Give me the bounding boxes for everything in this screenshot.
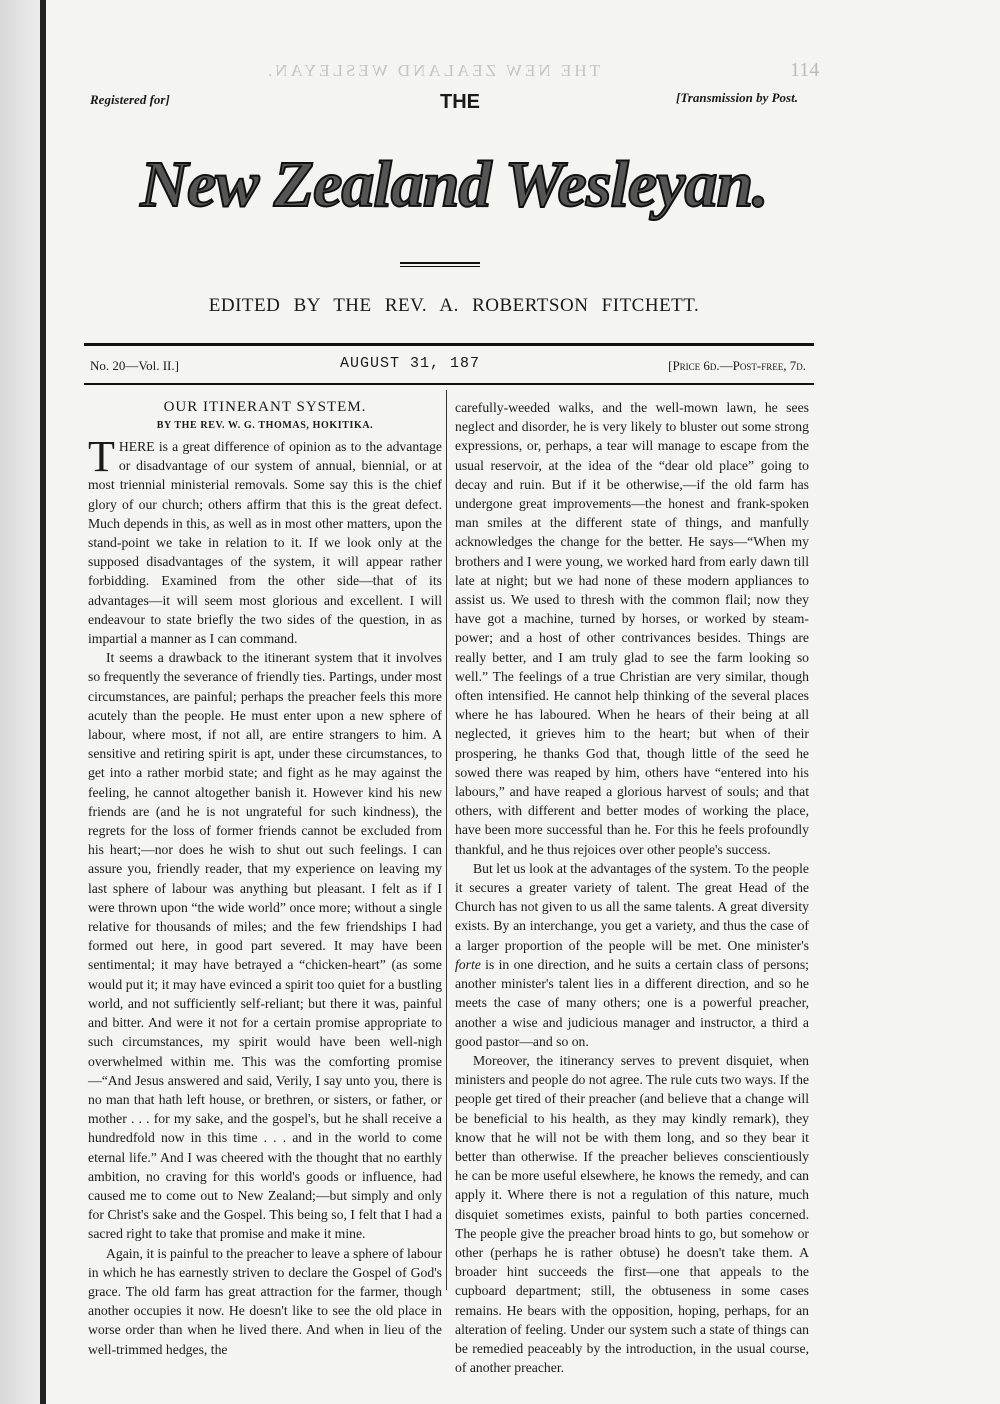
page-binding [0,0,40,1404]
paragraph-text: HERE is a great difference of opinion as to the advantage or disadvantage of our system of annual, biennial, or at most triennial ministerial removals. Some say this is the chief glory of our church; others affirm that this is the great defect. Much depends in this, as well as in most other matters, upon the stand-point we take in relation to it. If we look only at the supposed disadvantages of the system, it will appear rather forbidding. Examined from the other side—that of its advantages—it will seem most glorious and excellent. I will endeavour to state briefly the two sides of the question, in as impartial a manner as I can command. [88,439,442,647]
paragraph [88,432,442,648]
transmission-note: [Transmission by Post. [676,90,798,105]
issue-price: [Price 6d.—Post-free, 7d. [668,358,806,373]
paragraph-text: is in one direction, and he suits a certain class of persons; another minister's talent lies in a different direction, and so he meets the case of many others; one is a powerful preacher, another a wise and judicious manager and instructor, a third a good pastor—and so on. [455,956,809,1049]
article-byline: BY THE REV. W. G. THOMAS, HOKITIKA. [156,420,374,431]
italic-term: forte [455,956,481,972]
column-left [88,398,442,1359]
masthead-title: New Zealand Wesleyan. [140,148,768,221]
issue-info-bar [90,357,806,377]
article-title: OUR ITINERANT SYSTEM. [163,399,367,415]
drop-cap: T [88,432,115,481]
paragraph: Again, it is painful to the preacher to leave a sphere of labour in which he has earnestly striven to declare the Gospel of God's grace. The old farm has great attraction for the farmer, though another occupies it now. He doesn't like to see the old place in worse order than when he lived there. And when in lieu of the well-trimmed hedges, the [88,1245,442,1357]
paragraph: It seems a drawback to the itinerant system that it involves so frequently the severance of friendly ties. Partings, under most circumstances, are painful; perhaps the preacher feels this more acutely than the people. He must enter upon a new sphere of labour, where most, if not all, are entire strangers to him. A sensitive and retiring spirit is apt, under these circumstances, to get into a rather morbid state; and fight as he may against the feeling, he cannot altogether banish it. However kind his new friends are (and he is not ungrateful for such kindness), the regrets for the loss of former friends cannot be excluded from his heart;—nor does he wish to shut out such feelings. I can assure you, friendly reader, that my experience on leaving my last sphere of labour was anything but pleasant. I felt as if I were thrown upon “the wide world” once more; without a single relative for thousands of miles; and the few friendships I had formed out here, in good part severed. It may have been sentimental; it may have betrayed a “chicken-heart” (as some would put it; it may have evinced a spirit too quiet for a bustling world, and not sufficiently self-reliant; but there it was, painful and bitter. And were it not for a certain promise appropriate to such circumstances, my spirit would have been well-nigh overwhelmed within me. This was the comforting promise—“And Jesus answered and said, Verily, I say unto you, there is no man that hath left house, or brethren, or sisters, or father, or mother . . . for my sake, and the gospel's, but he shall receive a hundredfold now in this time . . . and in the world to come eternal life.” And I was cheered with the thought that no earthly ambition, no craving for this world's goods or influence, had caused me to come out to New Zealand;—but simply and only for Christ's sake and the Gospel. This being so, I felt that I had a sacred right to take that promise and make it mine. [88,650,442,1242]
issue-number: No. 20—Vol. II.] [90,358,179,373]
ornamental-rule [400,262,480,267]
issue-date: AUGUST 31, 187 [340,355,481,372]
column-right [455,398,809,1377]
paragraph: Moreover, the itinerancy serves to prevent disquiet, when ministers and people do not agree. The rule cuts two ways. If the people get tired of their preacher (and believe that a change will be beneficial to his health, as they may kindly remark), they know that he will not be with them long, and so they bear it better than otherwise. If the preacher believes conscientiously he can be more useful elsewhere, he knows the remedy, and can apply it. Where there is not a regulation of this nature, much disquiet sometimes exists, painful to both parties concerned. The people give the preacher broad hints to go, but somehow or other (perhaps he is rather obtuse) he doesn't take them. A broader hint succeeds the first—one that appeals to the cupboard department; still, the obtuseness in some cases remains. He bears with the opposition, hoping, perhaps, for an alteration of feeling. Under our system such a state of things can be remedied peaceably by the introduction, in the usual course, of another preacher. [455,1052,810,1376]
paragraph: carefully-weeded walks, and the well-mown lawn, he sees neglect and disorder, he is very likely to bluster out some strong expressions, or, perhaps, a tear will manage to escape from the usual reservoir, at the idea of the “dear old place” going to decay and ruin. But if it be otherwise,—if the old farm has undergone great improvements—the honest and frank-spoken man smiles at the different state of things, and manfully acknowledges the change for the better. He says—“When my brothers and I were young, we worked hard from early dawn till late at night; but we had none of these modern appliances to assist us. We used to thresh with the common flail; now they have got a machine, turned by horses, or worked by steam-power; and a host of other contrivances besides. Things are really better, and I am truly glad to see the farm looking so well.” The feelings of a true Christian are very similar, though often intensified. He cannot help thinking of the several places where he has laboured. When he hears of their being at all neglected, it grieves him to the heart; but when of their prospering, he thanks God that, though little of the seed he sowed there was reaped by him, others have “entered into his labours,” and have reaped a glorious harvest of souls; and that others, with different and better modes of working the place, have been more successful than he. For this he feels profoundly thankful, and he thus rejoices over other people's success. [455,400,809,857]
registered-note: Registered for] [90,92,170,107]
paragraph-text: But let us look at the advantages of the system. To the people it secures a greater variety of talent. The great Head of the Church has not given to us all the same talents. A great diversity exists. By an interchange, you get a variety, and thus the case of a larger proportion of the people will be met. One minister's [455,860,809,953]
binding-edge [40,0,46,1404]
header-rule-top [84,343,814,346]
page-number: 114 [790,59,820,81]
paragraph [455,859,809,1051]
editor-line: EDITED BY THE REV. A. ROBERTSON FITCHETT. [208,295,700,316]
header-rule-bottom [84,383,814,385]
column-divider [446,390,447,1290]
masthead-the: THE [440,91,480,113]
show-through-text: THE NEW ZEALAND WESLEYAN. [265,61,600,80]
